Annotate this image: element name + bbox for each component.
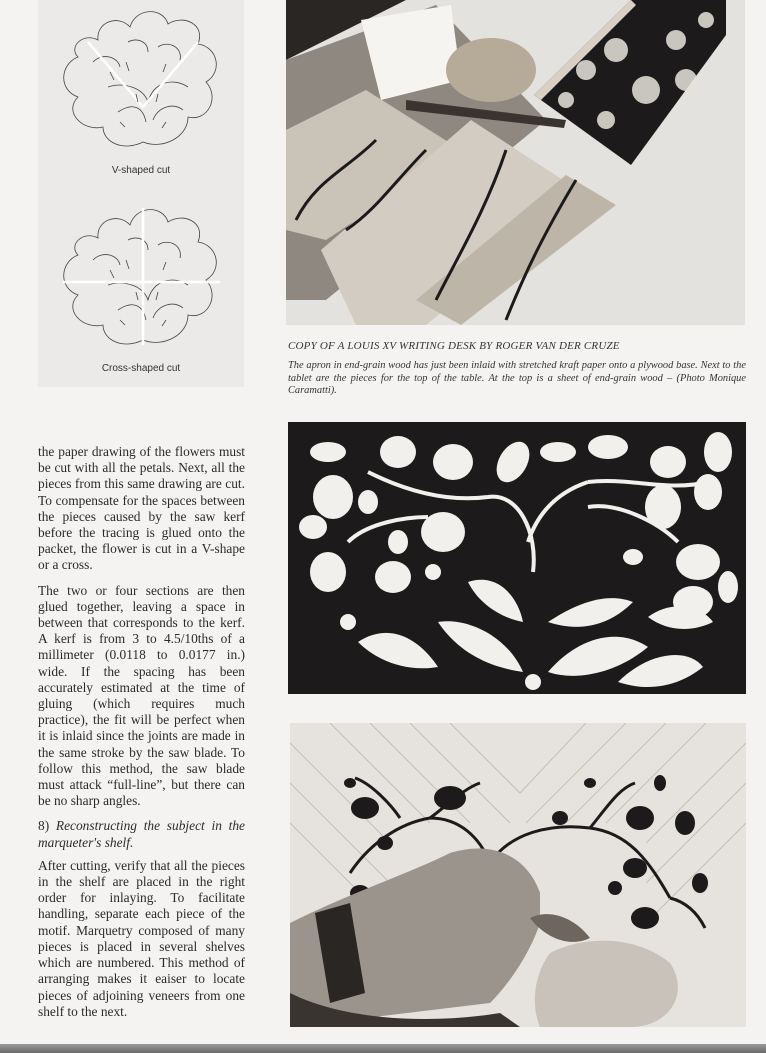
page-bottom-edge (0, 1044, 766, 1053)
marquetry-panel-photo (288, 422, 746, 694)
cross-cut-caption: Cross-shaped cut (101, 363, 181, 374)
section-heading (38, 818, 245, 850)
photo-caption-body: The apron in end-grain wood has just been inlaid with stretched kraft paper onto a plywood base. Next to the tablet are the pieces for the top of the table. At the top is a sheet of end-grain wood – (Photo Monique Caramatti). (288, 360, 746, 396)
cross-shaped-cut-drawing (48, 200, 234, 350)
inlaying-hands-photo (290, 723, 746, 1027)
paragraph-flower-cutting: the paper drawing of the flowers must be cut with all the petals. Next, all the pieces from this same drawing are cut. To compensate for the spaces between the pieces caused by the saw kerf before the tracing is glued onto the packet, the flower is cut in a V-shape or a cross. (38, 444, 245, 573)
section-title: Reconstructing the subject in the marqueter's shelf. (38, 818, 245, 850)
paragraph-shelf-arrangement: After cutting, verify that all the pieces in the shelf are placed in the right order for inlaying. To facilitate handling, separate each piece of the motif. Marquetry composed of many pieces is placed in several shelves which are numbered. This method of arranging makes it eaiser to locate pieces of adjoining veneers from one shelf to the next. (38, 857, 245, 1019)
writing-desk-pieces-photo (286, 0, 745, 325)
body-text-column (38, 444, 245, 1029)
cut-diagrams-panel (38, 0, 244, 387)
section-number: 8) (38, 818, 50, 834)
flower-outline-cross-cut (48, 200, 234, 350)
paragraph-kerf-gluing: The two or four sections are then glued together, leaving a space in between that corresponds to the kerf. A kerf is from 3 to 4.5/10ths of a millimeter (0.0118 to 0.0177 in.) wide. If the spacing has been accurately estimated at the time of gluing (which requires much practice), the fit will be perfect when it is inlaid since the joints are made in the same stroke by the saw blade. To follow this method, the saw blade must attack “full-line”, but there can be no sharp angles. (38, 582, 245, 809)
flower-outline-v-cut (48, 2, 234, 152)
photo-caption-title: COPY OF A LOUIS XV WRITING DESK BY ROGER VAN DER CRUZE (288, 340, 620, 352)
v-shaped-cut-drawing (48, 2, 234, 152)
v-cut-caption: V-shaped cut (111, 165, 171, 176)
